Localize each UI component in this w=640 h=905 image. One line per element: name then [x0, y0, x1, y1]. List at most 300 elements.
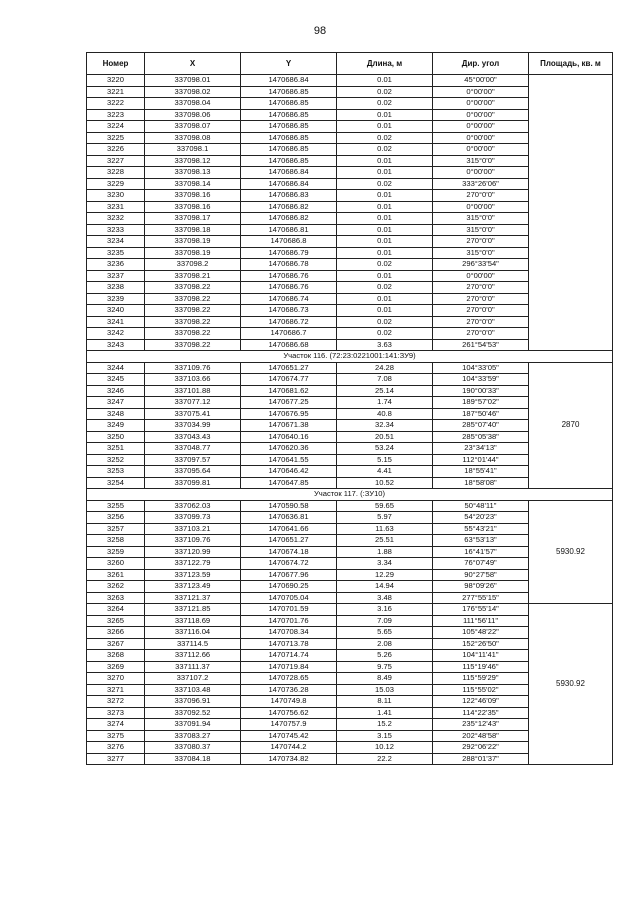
cell-angle: 0°00'00"	[433, 132, 529, 144]
cell-number: 3259	[87, 546, 145, 558]
cell-angle: 0°00'00"	[433, 121, 529, 133]
cell-y: 1470686.78	[241, 259, 337, 271]
cell-number: 3267	[87, 638, 145, 650]
cell-x: 337043.43	[145, 431, 241, 443]
cell-length: 9.75	[337, 661, 433, 673]
cell-x: 337097.57	[145, 454, 241, 466]
cell-y: 1470686.85	[241, 144, 337, 156]
cell-number: 3229	[87, 178, 145, 190]
cell-y: 1470686.72	[241, 316, 337, 328]
cell-angle: 45°00'00"	[433, 75, 529, 87]
cell-length: 4.41	[337, 466, 433, 478]
cell-y: 1470674.77	[241, 374, 337, 386]
cell-angle: 0°00'00"	[433, 109, 529, 121]
cell-number: 3220	[87, 75, 145, 87]
cell-number: 3240	[87, 305, 145, 317]
cell-number: 3227	[87, 155, 145, 167]
cell-angle: 105°48'22"	[433, 627, 529, 639]
cell-y: 1470646.42	[241, 466, 337, 478]
cell-y: 1470681.62	[241, 385, 337, 397]
cell-x: 337062.03	[145, 500, 241, 512]
cell-number: 3232	[87, 213, 145, 225]
table-row	[87, 75, 613, 87]
cell-number: 3272	[87, 696, 145, 708]
cell-angle: 270°0'0"	[433, 282, 529, 294]
cell-y: 1470744.2	[241, 742, 337, 754]
cell-angle: 270°0'0"	[433, 236, 529, 248]
cell-number: 3274	[87, 719, 145, 731]
cell-length: 5.97	[337, 512, 433, 524]
cell-length: 0.02	[337, 132, 433, 144]
cell-y: 1470686.68	[241, 339, 337, 351]
cell-length: 3.16	[337, 604, 433, 616]
cell-y: 1470686.83	[241, 190, 337, 202]
cell-angle: 333°26'06"	[433, 178, 529, 190]
cell-length: 0.01	[337, 109, 433, 121]
cell-y: 1470686.74	[241, 293, 337, 305]
cell-y: 1470686.85	[241, 109, 337, 121]
cell-y: 1470686.8	[241, 236, 337, 248]
cell-number: 3238	[87, 282, 145, 294]
cell-number: 3273	[87, 707, 145, 719]
cell-x: 337098.16	[145, 201, 241, 213]
cell-y: 1470620.36	[241, 443, 337, 455]
cell-y: 1470636.81	[241, 512, 337, 524]
cell-length: 0.01	[337, 224, 433, 236]
cell-y: 1470756.62	[241, 707, 337, 719]
cell-x: 337098.07	[145, 121, 241, 133]
cell-length: 0.01	[337, 213, 433, 225]
cell-x: 337109.76	[145, 535, 241, 547]
cell-length: 32.34	[337, 420, 433, 432]
cell-x: 337098.22	[145, 339, 241, 351]
cell-length: 0.01	[337, 270, 433, 282]
cell-y: 1470686.73	[241, 305, 337, 317]
cell-length: 0.01	[337, 247, 433, 259]
cell-angle: 277°55'15"	[433, 592, 529, 604]
cell-number: 3243	[87, 339, 145, 351]
cell-x: 337123.49	[145, 581, 241, 593]
cell-x: 337091.94	[145, 719, 241, 731]
header-direction-angle: Дир. угол	[433, 53, 529, 75]
cell-x: 337092.52	[145, 707, 241, 719]
cell-x: 337109.76	[145, 362, 241, 374]
cell-x: 337103.48	[145, 684, 241, 696]
cell-angle: 189°57'02"	[433, 397, 529, 409]
cell-length: 0.01	[337, 293, 433, 305]
cell-number: 3266	[87, 627, 145, 639]
cell-y: 1470686.84	[241, 178, 337, 190]
cell-number: 3260	[87, 558, 145, 570]
cell-length: 22.2	[337, 753, 433, 765]
cell-length: 0.01	[337, 236, 433, 248]
cell-x: 337098.02	[145, 86, 241, 98]
cell-x: 337098.14	[145, 178, 241, 190]
cell-x: 337098.22	[145, 293, 241, 305]
cell-number: 3241	[87, 316, 145, 328]
cell-x: 337121.37	[145, 592, 241, 604]
cell-angle: 0°00'00"	[433, 167, 529, 179]
cell-y: 1470686.82	[241, 201, 337, 213]
cell-angle: 152°26'50"	[433, 638, 529, 650]
cell-x: 337098.22	[145, 305, 241, 317]
cell-length: 59.65	[337, 500, 433, 512]
cell-angle: 18°58'08"	[433, 477, 529, 489]
header-number: Номер	[87, 53, 145, 75]
cell-length: 5.65	[337, 627, 433, 639]
cell-number: 3250	[87, 431, 145, 443]
cell-x: 337103.21	[145, 523, 241, 535]
cell-number: 3223	[87, 109, 145, 121]
cell-length: 0.01	[337, 155, 433, 167]
cell-length: 12.29	[337, 569, 433, 581]
cell-length: 1.74	[337, 397, 433, 409]
cell-number: 3242	[87, 328, 145, 340]
cell-length: 53.24	[337, 443, 433, 455]
cell-x: 337075.41	[145, 408, 241, 420]
cell-length: 25.14	[337, 385, 433, 397]
cell-y: 1470705.04	[241, 592, 337, 604]
cell-number: 3222	[87, 98, 145, 110]
cell-y: 1470686.82	[241, 213, 337, 225]
cell-x: 337098.2	[145, 259, 241, 271]
cell-length: 8.49	[337, 673, 433, 685]
cell-length: 14.94	[337, 581, 433, 593]
cell-length: 11.63	[337, 523, 433, 535]
cell-number: 3225	[87, 132, 145, 144]
cell-angle: 270°0'0"	[433, 293, 529, 305]
cell-angle: 104°33'59"	[433, 374, 529, 386]
cell-length: 7.08	[337, 374, 433, 386]
cell-angle: 270°0'0"	[433, 328, 529, 340]
cell-angle: 115°55'02"	[433, 684, 529, 696]
cell-x: 337098.22	[145, 282, 241, 294]
cell-y: 1470714.74	[241, 650, 337, 662]
cell-x: 337098.1	[145, 144, 241, 156]
cell-angle: 63°53'13"	[433, 535, 529, 547]
cell-y: 1470701.59	[241, 604, 337, 616]
cell-number: 3245	[87, 374, 145, 386]
cell-length: 0.02	[337, 98, 433, 110]
cell-angle: 270°0'0"	[433, 190, 529, 202]
cell-length: 0.02	[337, 259, 433, 271]
cell-y: 1470641.66	[241, 523, 337, 535]
cell-x: 337101.88	[145, 385, 241, 397]
cell-length: 3.15	[337, 730, 433, 742]
cell-angle: 76°07'49"	[433, 558, 529, 570]
table-row	[87, 604, 613, 616]
cell-x: 337083.27	[145, 730, 241, 742]
cell-x: 337098.19	[145, 247, 241, 259]
cell-length: 0.01	[337, 190, 433, 202]
cell-y: 1470745.42	[241, 730, 337, 742]
cell-area-empty	[529, 75, 613, 351]
cell-angle: 0°00'00"	[433, 270, 529, 282]
cell-length: 1.88	[337, 546, 433, 558]
cell-angle: 315°0'0"	[433, 213, 529, 225]
cell-y: 1470757.9	[241, 719, 337, 731]
cell-length: 0.01	[337, 121, 433, 133]
cell-angle: 0°00'00"	[433, 98, 529, 110]
cell-number: 3234	[87, 236, 145, 248]
cell-y: 1470686.76	[241, 282, 337, 294]
cell-angle: 0°00'00"	[433, 86, 529, 98]
cell-angle: 115°19'46"	[433, 661, 529, 673]
cell-angle: 190°00'33"	[433, 385, 529, 397]
cell-y: 1470641.55	[241, 454, 337, 466]
cell-length: 0.01	[337, 201, 433, 213]
cell-x: 337107.2	[145, 673, 241, 685]
cell-number: 3263	[87, 592, 145, 604]
cell-angle: 270°0'0"	[433, 316, 529, 328]
cell-y: 1470719.84	[241, 661, 337, 673]
cell-area-116: 2870	[529, 362, 613, 489]
cell-y: 1470686.85	[241, 155, 337, 167]
cell-x: 337099.81	[145, 477, 241, 489]
cell-y: 1470674.18	[241, 546, 337, 558]
cell-number: 3257	[87, 523, 145, 535]
cell-y: 1470671.38	[241, 420, 337, 432]
cell-x: 337098.19	[145, 236, 241, 248]
cell-length: 0.02	[337, 316, 433, 328]
cell-number: 3269	[87, 661, 145, 673]
cell-angle: 292°06'22"	[433, 742, 529, 754]
cell-x: 337123.59	[145, 569, 241, 581]
cell-x: 337114.5	[145, 638, 241, 650]
cell-y: 1470651.27	[241, 362, 337, 374]
cell-x: 337118.69	[145, 615, 241, 627]
cell-x: 337048.77	[145, 443, 241, 455]
cell-angle: 104°33'05"	[433, 362, 529, 374]
table-row	[87, 362, 613, 374]
cell-y: 1470674.72	[241, 558, 337, 570]
cell-y: 1470651.27	[241, 535, 337, 547]
cell-y: 1470686.84	[241, 167, 337, 179]
cell-x: 337120.99	[145, 546, 241, 558]
page-number: 98	[313, 25, 327, 37]
cell-y: 1470686.81	[241, 224, 337, 236]
cell-number: 3231	[87, 201, 145, 213]
header-area: Площадь, кв. м	[529, 53, 613, 75]
cell-number: 3261	[87, 569, 145, 581]
cell-y: 1470701.76	[241, 615, 337, 627]
cell-number: 3262	[87, 581, 145, 593]
cell-number: 3255	[87, 500, 145, 512]
cell-length: 24.28	[337, 362, 433, 374]
cell-number: 3268	[87, 650, 145, 662]
cell-angle: 315°0'0"	[433, 224, 529, 236]
cell-area-117-b: 5930.92	[529, 604, 613, 765]
cell-number: 3252	[87, 454, 145, 466]
cell-angle: 285°07'40"	[433, 420, 529, 432]
cell-length: 5.26	[337, 650, 433, 662]
cell-angle: 315°0'0"	[433, 247, 529, 259]
cell-x: 337098.21	[145, 270, 241, 282]
cell-number: 3246	[87, 385, 145, 397]
cell-number: 3247	[87, 397, 145, 409]
table-body	[87, 75, 613, 765]
cell-number: 3265	[87, 615, 145, 627]
cell-y: 1470736.28	[241, 684, 337, 696]
cell-number: 3235	[87, 247, 145, 259]
cell-length: 3.34	[337, 558, 433, 570]
cell-number: 3221	[87, 86, 145, 98]
cell-number: 3275	[87, 730, 145, 742]
cell-length: 0.01	[337, 167, 433, 179]
cell-length: 0.02	[337, 328, 433, 340]
cell-angle: 16°41'57"	[433, 546, 529, 558]
cell-x: 337098.13	[145, 167, 241, 179]
cell-angle: 296°33'54"	[433, 259, 529, 271]
cell-length: 10.52	[337, 477, 433, 489]
cell-y: 1470728.65	[241, 673, 337, 685]
cell-angle: 122°46'09"	[433, 696, 529, 708]
cell-number: 3228	[87, 167, 145, 179]
cell-angle: 202°48'58"	[433, 730, 529, 742]
cell-x: 337096.91	[145, 696, 241, 708]
cell-x: 337121.85	[145, 604, 241, 616]
cell-x: 337098.04	[145, 98, 241, 110]
cell-x: 337098.12	[145, 155, 241, 167]
cell-number: 3258	[87, 535, 145, 547]
table-row	[87, 500, 613, 512]
cell-number: 3254	[87, 477, 145, 489]
cell-length: 3.63	[337, 339, 433, 351]
cell-length: 1.41	[337, 707, 433, 719]
cell-angle: 111°56'11"	[433, 615, 529, 627]
cell-length: 0.02	[337, 282, 433, 294]
cell-area-117-a: 5930.92	[529, 500, 613, 604]
cell-x: 337098.22	[145, 316, 241, 328]
cell-length: 25.51	[337, 535, 433, 547]
cell-x: 337098.01	[145, 75, 241, 87]
coordinates-table	[86, 52, 613, 765]
cell-number: 3226	[87, 144, 145, 156]
cell-number: 3256	[87, 512, 145, 524]
cell-x: 337098.17	[145, 213, 241, 225]
cell-number: 3264	[87, 604, 145, 616]
cell-angle: 315°0'0"	[433, 155, 529, 167]
cell-number: 3236	[87, 259, 145, 271]
section-title-116: Участок 116. (72:23:0221001:141:ЗУ9)	[87, 351, 613, 363]
cell-y: 1470677.96	[241, 569, 337, 581]
cell-y: 1470676.95	[241, 408, 337, 420]
cell-length: 0.02	[337, 86, 433, 98]
cell-length: 40.8	[337, 408, 433, 420]
cell-x: 337084.18	[145, 753, 241, 765]
cell-x: 337034.99	[145, 420, 241, 432]
cell-length: 0.01	[337, 305, 433, 317]
cell-angle: 114°22'35"	[433, 707, 529, 719]
cell-y: 1470686.76	[241, 270, 337, 282]
cell-y: 1470640.16	[241, 431, 337, 443]
cell-number: 3271	[87, 684, 145, 696]
cell-x: 337098.06	[145, 109, 241, 121]
cell-number: 3244	[87, 362, 145, 374]
cell-y: 1470686.7	[241, 328, 337, 340]
section-title-117: Участок 117. (:ЗУ10)	[87, 489, 613, 501]
cell-x: 337122.79	[145, 558, 241, 570]
cell-x: 337103.66	[145, 374, 241, 386]
cell-length: 7.09	[337, 615, 433, 627]
cell-x: 337099.73	[145, 512, 241, 524]
cell-number: 3237	[87, 270, 145, 282]
cell-y: 1470686.85	[241, 86, 337, 98]
cell-number: 3224	[87, 121, 145, 133]
cell-angle: 288°01'37"	[433, 753, 529, 765]
cell-y: 1470647.85	[241, 477, 337, 489]
cell-number: 3253	[87, 466, 145, 478]
cell-angle: 90°27'58"	[433, 569, 529, 581]
cell-y: 1470686.79	[241, 247, 337, 259]
cell-x: 337098.22	[145, 328, 241, 340]
cell-y: 1470749.8	[241, 696, 337, 708]
cell-number: 3277	[87, 753, 145, 765]
cell-angle: 235°12'43"	[433, 719, 529, 731]
cell-x: 337095.64	[145, 466, 241, 478]
cell-number: 3276	[87, 742, 145, 754]
cell-x: 337098.16	[145, 190, 241, 202]
cell-angle: 115°59'29"	[433, 673, 529, 685]
header-y: Y	[241, 53, 337, 75]
cell-length: 0.02	[337, 144, 433, 156]
cell-angle: 176°55'14"	[433, 604, 529, 616]
cell-angle: 285°05'38"	[433, 431, 529, 443]
header-x: X	[145, 53, 241, 75]
cell-length: 8.11	[337, 696, 433, 708]
cell-length: 5.15	[337, 454, 433, 466]
cell-x: 337111.37	[145, 661, 241, 673]
cell-length: 10.12	[337, 742, 433, 754]
cell-length: 15.03	[337, 684, 433, 696]
cell-number: 3251	[87, 443, 145, 455]
cell-length: 15.2	[337, 719, 433, 731]
cell-angle: 18°55'41"	[433, 466, 529, 478]
cell-angle: 112°01'44"	[433, 454, 529, 466]
cell-angle: 50°48'11"	[433, 500, 529, 512]
cell-angle: 104°11'41"	[433, 650, 529, 662]
cell-x: 337080.37	[145, 742, 241, 754]
cell-number: 3239	[87, 293, 145, 305]
cell-y: 1470686.85	[241, 121, 337, 133]
cell-number: 3248	[87, 408, 145, 420]
cell-x: 337098.18	[145, 224, 241, 236]
cell-y: 1470686.84	[241, 75, 337, 87]
cell-number: 3249	[87, 420, 145, 432]
cell-y: 1470677.25	[241, 397, 337, 409]
cell-angle: 187°50'46"	[433, 408, 529, 420]
cell-length: 2.08	[337, 638, 433, 650]
cell-angle: 55°43'21"	[433, 523, 529, 535]
cell-y: 1470713.78	[241, 638, 337, 650]
cell-angle: 98°09'26"	[433, 581, 529, 593]
cell-x: 337112.66	[145, 650, 241, 662]
table-header-row	[87, 53, 613, 75]
cell-length: 3.48	[337, 592, 433, 604]
cell-y: 1470686.85	[241, 98, 337, 110]
cell-angle: 261°54'53"	[433, 339, 529, 351]
cell-number: 3230	[87, 190, 145, 202]
cell-length: 20.51	[337, 431, 433, 443]
cell-x: 337077.12	[145, 397, 241, 409]
section-title-row	[87, 489, 613, 501]
cell-y: 1470734.82	[241, 753, 337, 765]
cell-angle: 23°34'13"	[433, 443, 529, 455]
cell-angle: 270°0'0"	[433, 305, 529, 317]
header-length: Длина, м	[337, 53, 433, 75]
cell-length: 0.02	[337, 178, 433, 190]
cell-y: 1470708.34	[241, 627, 337, 639]
